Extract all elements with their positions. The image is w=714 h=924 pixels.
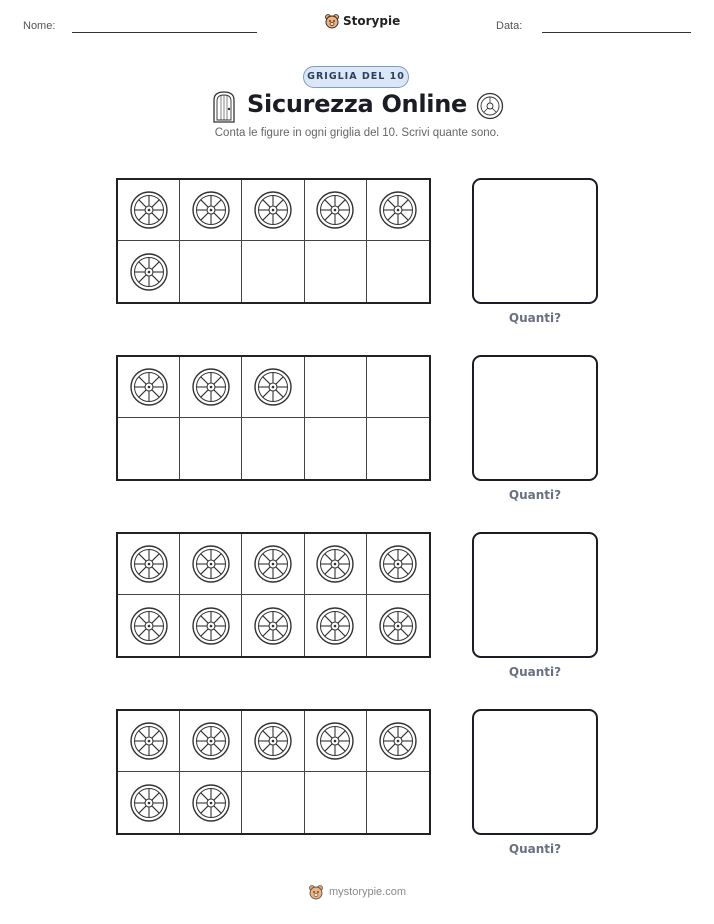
- wheel-icon: [315, 544, 355, 584]
- ten-frame-cell: [367, 418, 429, 479]
- name-label: Nome:: [23, 20, 56, 32]
- wheel-icon: [253, 544, 293, 584]
- wheel-icon: [378, 544, 418, 584]
- wheel-icon: [315, 721, 355, 761]
- ten-frame-cell: [118, 595, 180, 656]
- wheel-icon: [378, 190, 418, 230]
- ten-frame-cell: [118, 357, 180, 418]
- wheel-icon: [253, 721, 293, 761]
- ten-frame-cell: [242, 241, 304, 302]
- ten-frame-cell: [118, 772, 180, 833]
- ten-frame-cell: [305, 241, 367, 302]
- wheel-icon: [129, 721, 169, 761]
- wheel-icon: [191, 367, 231, 407]
- wheel-icon: [191, 190, 231, 230]
- wheel-icon: [378, 721, 418, 761]
- brand-logo: [324, 13, 400, 29]
- instructions: Conta le figure in ogni griglia del 10. Scrivi quante sono.: [214, 127, 500, 139]
- ten-frame-cell: [180, 595, 242, 656]
- ten-frame-cell: [305, 595, 367, 656]
- answer-label: Quanti?: [508, 665, 562, 679]
- ten-frame-cell: [118, 534, 180, 595]
- bear-mascot-icon: [324, 13, 340, 29]
- ten-frame-cell: [367, 534, 429, 595]
- wheel-icon: [253, 606, 293, 646]
- ten-frame-cell: [242, 595, 304, 656]
- ten-frame-cell: [305, 180, 367, 241]
- ten-frame-cell: [180, 357, 242, 418]
- answer-box-3[interactable]: [472, 532, 598, 658]
- wheel-icon: [129, 367, 169, 407]
- ten-frame-1: [116, 178, 431, 304]
- answer-label: Quanti?: [508, 311, 562, 325]
- ten-frame-cell: [305, 357, 367, 418]
- ten-frame-cell: [242, 180, 304, 241]
- ten-frame-cell: [180, 772, 242, 833]
- ten-frame-cell: [180, 418, 242, 479]
- wheel-icon: [191, 606, 231, 646]
- ten-frame-cell: [180, 711, 242, 772]
- wheel-icon: [129, 252, 169, 292]
- answer-label: Quanti?: [508, 488, 562, 502]
- ten-frame-cell: [305, 711, 367, 772]
- ten-frame-cell: [305, 418, 367, 479]
- ten-frame-cell: [118, 180, 180, 241]
- footer-url: mystorypie.com: [328, 886, 407, 898]
- ten-frame-cell: [242, 534, 304, 595]
- wheel-icon: [191, 544, 231, 584]
- ten-frame-2: [116, 355, 431, 481]
- ten-frame-cell: [118, 711, 180, 772]
- wheel-icon: [129, 190, 169, 230]
- ten-frame-3: [116, 532, 431, 658]
- wheel-icon: [129, 544, 169, 584]
- ten-frame-cell: [242, 711, 304, 772]
- ten-frame-cell: [367, 180, 429, 241]
- page-title: Sicurezza Online: [247, 90, 467, 118]
- ten-frame-cell: [367, 241, 429, 302]
- wheel-icon: [129, 783, 169, 823]
- footer: [0, 884, 714, 900]
- ten-frame-cell: [242, 357, 304, 418]
- ten-frame-cell: [180, 241, 242, 302]
- wheel-icon: [315, 190, 355, 230]
- ten-frame-cell: [242, 772, 304, 833]
- ten-frame-cell: [118, 241, 180, 302]
- answer-box-4[interactable]: [472, 709, 598, 835]
- ten-frame-cell: [305, 534, 367, 595]
- date-label: Data:: [496, 20, 523, 32]
- bear-mascot-icon: [308, 884, 324, 900]
- ten-frame-cell: [242, 418, 304, 479]
- ten-frame-cell: [180, 180, 242, 241]
- ten-frame-cell: [305, 772, 367, 833]
- worksheet-type-badge: GRIGLIA DEL 10: [303, 66, 409, 88]
- ten-frame-cell: [367, 357, 429, 418]
- date-field[interactable]: [542, 32, 691, 33]
- name-field[interactable]: [72, 32, 257, 33]
- wheel-icon: [253, 367, 293, 407]
- wheel-icon: [378, 606, 418, 646]
- wheel-icon: [191, 783, 231, 823]
- answer-label: Quanti?: [508, 842, 562, 856]
- answer-box-2[interactable]: [472, 355, 598, 481]
- ten-frame-4: [116, 709, 431, 835]
- ten-frame-cell: [367, 595, 429, 656]
- brand-name: Storypie: [343, 14, 401, 28]
- wheel-icon: [315, 606, 355, 646]
- ten-frame-cell: [118, 418, 180, 479]
- answer-box-1[interactable]: [472, 178, 598, 304]
- wheel-icon: [253, 190, 293, 230]
- ten-frame-cell: [180, 534, 242, 595]
- ten-frame-cell: [367, 772, 429, 833]
- ten-frame-cell: [367, 711, 429, 772]
- wheel-icon: [191, 721, 231, 761]
- safe-dial-icon: [476, 92, 504, 120]
- wheel-icon: [129, 606, 169, 646]
